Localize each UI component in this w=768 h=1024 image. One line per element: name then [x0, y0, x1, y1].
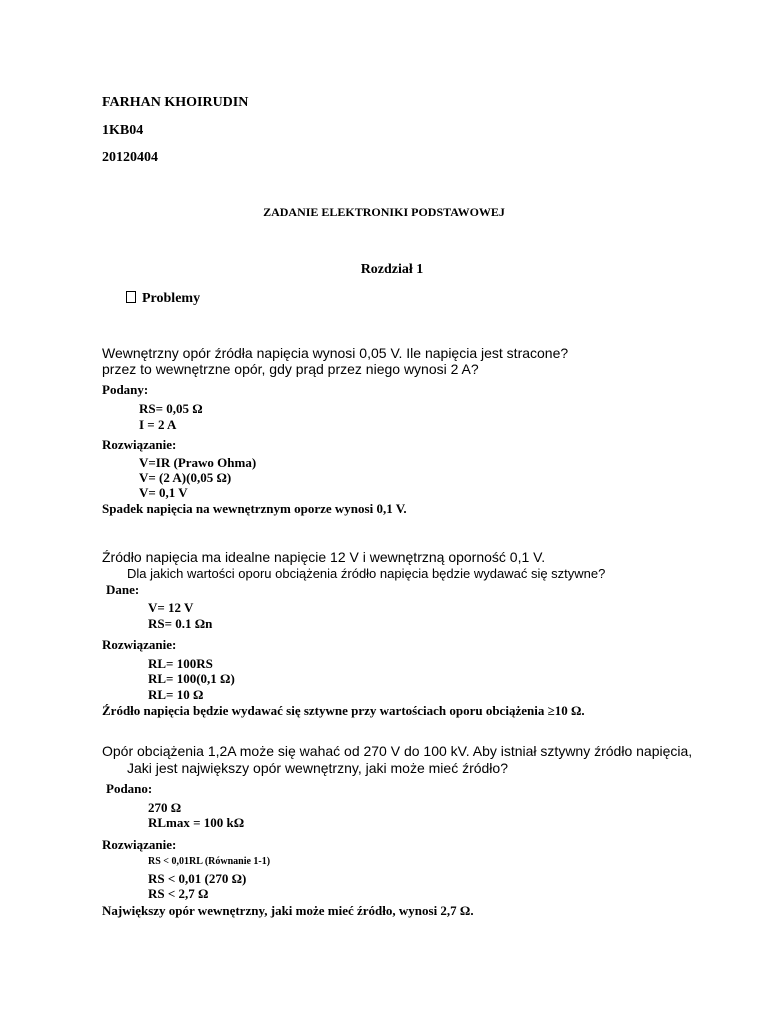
- chapter-heading: Rozdział 1: [360, 262, 424, 277]
- problem3-given-line: 270 Ω: [148, 800, 182, 815]
- problem3-solution-label: Rozwiązanie:: [102, 837, 177, 852]
- problem2-question-line1: Źródło napięcia ma idealne napięcie 12 V i wewnętrzną oporność 0,1 V.: [102, 549, 546, 565]
- problem2-given-line: V= 12 V: [148, 600, 194, 615]
- problem2-solution-label: Rozwiązanie:: [102, 637, 177, 652]
- problem1-given-label: Podany:: [102, 382, 149, 397]
- problem2-question-line2: Dla jakich wartości oporu obciążenia źródło napięcia będzie wydawać się sztywne?: [127, 566, 606, 581]
- problem1-given-line: RS= 0,05 Ω: [139, 401, 203, 416]
- student-id: 20120404: [102, 150, 158, 165]
- document-title: ZADANIE ELEKTRONIKI PODSTAWOWEJ: [263, 205, 505, 219]
- problem1-solution-label: Rozwiązanie:: [102, 437, 177, 452]
- problem2-given-label: Dane:: [106, 582, 140, 597]
- problem1-solution-line: V= (2 A)(0,05 Ω): [139, 470, 232, 485]
- student-name: FARHAN KHOIRUDIN: [102, 95, 249, 110]
- problem1-solution-line: V=IR (Prawo Ohma): [139, 455, 257, 470]
- problem3-solution-line: RS < 2,7 Ω: [148, 886, 209, 901]
- problem2-solution-line: RL= 100RS: [148, 656, 213, 671]
- problem1-given-line: I = 2 A: [139, 417, 177, 432]
- problem2-given-line: RS= 0.1 Ωn: [148, 616, 213, 631]
- problem3-given-line: RLmax = 100 kΩ: [148, 815, 245, 830]
- problem2-solution-line: RL= 100(0,1 Ω): [148, 671, 235, 686]
- problem3-solution-equation-ref: RS < 0,01RL (Równanie 1-1): [148, 856, 271, 867]
- section-heading-label: Problemy: [142, 291, 201, 306]
- problem2-solution-line: RL= 10 Ω: [148, 687, 204, 702]
- student-class: 1KB04: [102, 123, 144, 138]
- problem3-answer: Największy opór wewnętrzny, jaki może mieć źródło, wynosi 2,7 Ω.: [102, 903, 474, 918]
- section-heading: [126, 291, 200, 306]
- problem2-answer: Źródło napięcia będzie wydawać się sztywne przy wartościach oporu obciążenia ≥10 Ω.: [102, 703, 585, 718]
- problem3-solution-line: RS < 0,01 (270 Ω): [148, 871, 247, 886]
- problem1-question-line1: Wewnętrzny opór źródła napięcia wynosi 0,05 V. Ile napięcia jest stracone?: [102, 345, 569, 361]
- problem3-given-label: Podano:: [106, 781, 153, 796]
- problem3-question-line2: Jaki jest największy opór wewnętrzny, jaki może mieć źródło?: [127, 760, 508, 776]
- problem1-question-line2: przez to wewnętrzne opór, gdy prąd przez niego wynosi 2 A?: [102, 361, 479, 377]
- checkbox-bullet-icon: [126, 291, 136, 303]
- problem3-question-line1: Opór obciążenia 1,2A może się wahać od 270 V do 100 kV. Aby istniał sztywny źródło napięcia,: [102, 743, 693, 759]
- problem1-answer: Spadek napięcia na wewnętrznym oporze wynosi 0,1 V.: [102, 501, 407, 516]
- problem1-solution-line: V= 0,1 V: [139, 485, 188, 500]
